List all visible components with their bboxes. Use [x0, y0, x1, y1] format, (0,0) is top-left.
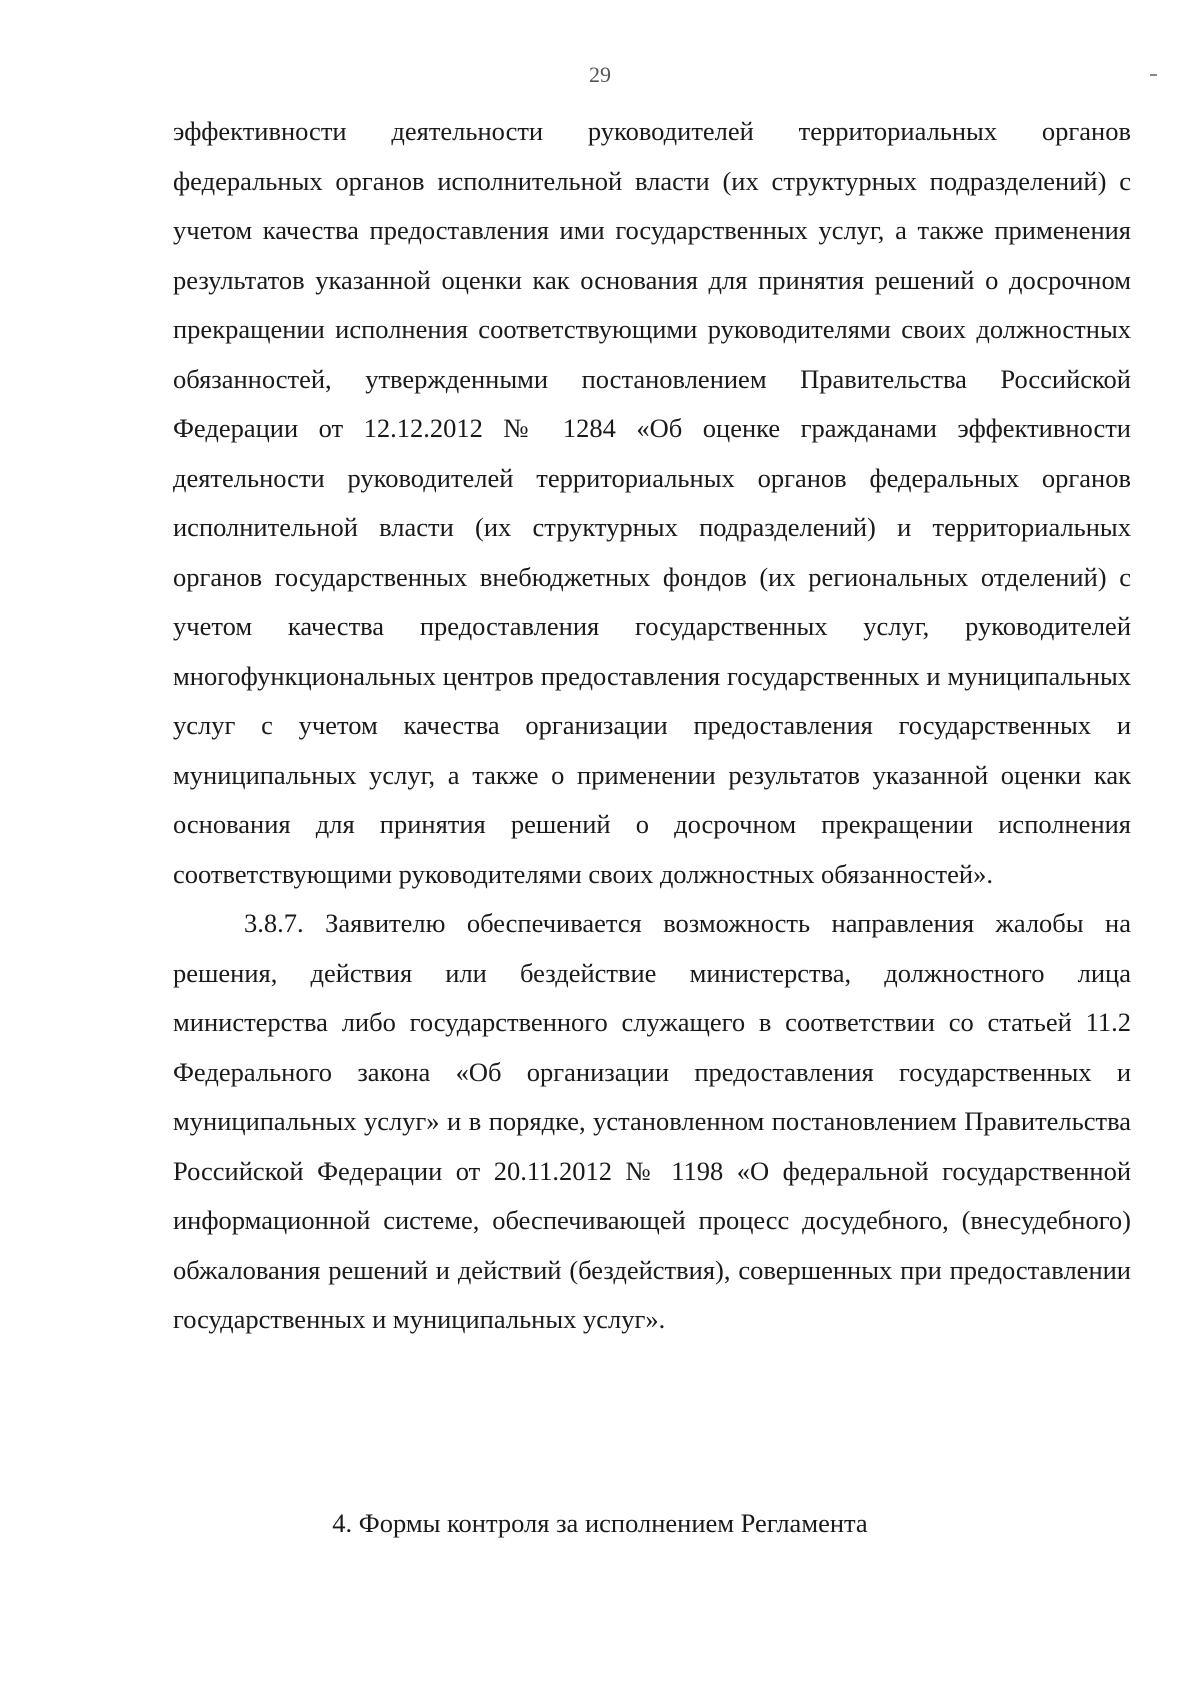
scan-artifact-mark: [1150, 74, 1157, 76]
paragraph-3-8-7: 3.8.7. Заявителю обеспечивается возможность направления жалобы на решения, действия или бездействие министерства, должностного лица министерства либо государственного служащего в соответствии со статьей 11.2 Федерального закона «Об организации предоставления государственных и муниципальных услуг» и в порядке, установленном постановлением Правительства Российской Федерации от 20.11.2012 № 1198 «О федеральной государственной информационной системе, обеспечивающей процесс досудебного, (внесудебного) обжалования решений и действий (бездействия), совершенных при предоставлении государственных и муниципальных услуг».: [173, 908, 1131, 1334]
paragraph-continuation: эффективности деятельности руководителей территориальных органов федеральных органов исполнительной власти (их структурных подразделений) с учетом качества предоставления ими государственных услуг, а также применения результатов указанной оценки как основания для принятия решений о досрочном прекращении исполнения соответствующими руководителями своих должностных обязанностей, утвержденными постановлением Правительства Российской Федерации от 12.12.2012 № 1284 «Об оценке гражданами эффективности деятельности руководителей территориальных органов федеральных органов исполнительной власти (их структурных подразделений) и территориальных органов государственных внебюджетных фондов (их региональных отделений) с учетом качества предоставления государственных услуг, руководителей многофункциональных центров предоставления государственных и муниципальных услуг с учетом качества организации предоставления государственных и муниципальных услуг, а также о применении результатов указанной оценки как основания для принятия решений о досрочном прекращении исполнения соответствующими руководителями своих должностных обязанностей».: [173, 116, 1131, 889]
document-body: [173, 107, 1131, 1345]
section-heading: 4. Формы контроля за исполнением Регламента: [332, 1508, 868, 1538]
page-number: 29: [589, 62, 611, 87]
